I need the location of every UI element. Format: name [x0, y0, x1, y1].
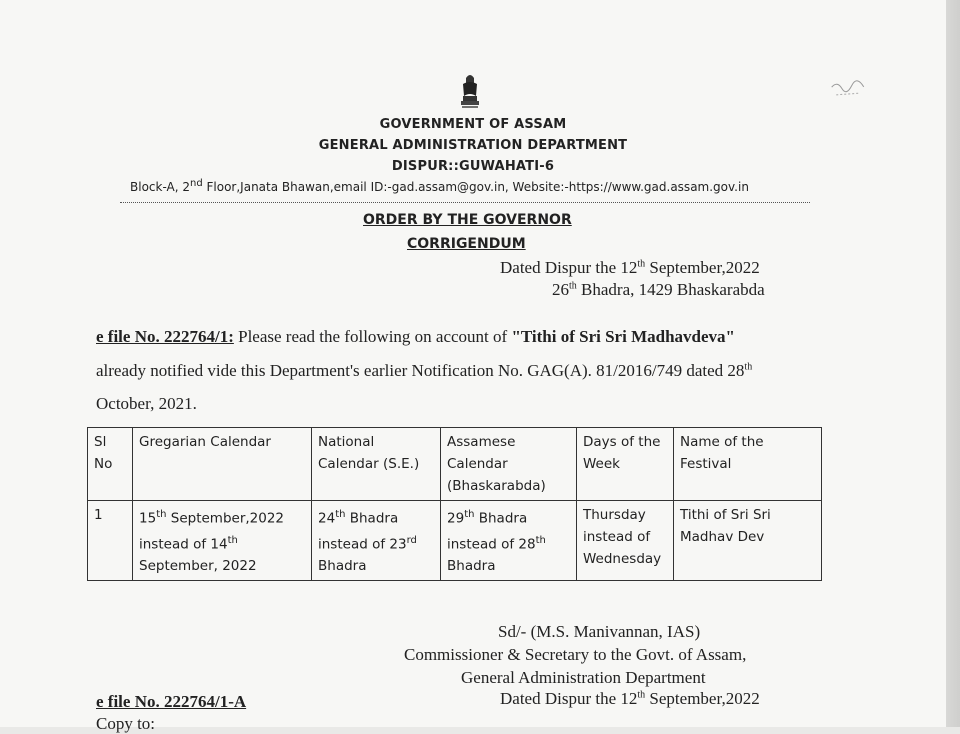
table-row	[88, 501, 822, 581]
signatory-department: General Administration Department	[461, 668, 706, 687]
page-edge	[946, 0, 960, 727]
dated-line: Dated Dispur the 12th September,2022	[500, 258, 760, 277]
signatory-title: Commissioner & Secretary to the Govt. of Assam,	[404, 645, 747, 664]
signature-date: Dated Dispur the 12th September,2022	[500, 689, 760, 708]
cell-assamese: 29th Bhadra instead of 28th Bhadra	[441, 501, 577, 581]
body-line-1: e file No. 222764/1: Please read the following on account of "Tithi of Sri Sri Madhavdeva"	[96, 327, 735, 346]
file-reference: e file No. 222764/1:	[96, 327, 234, 346]
header-assamese: Assamese Calendar (Bhaskarabda)	[441, 428, 577, 501]
header-festival: Name of the Festival	[674, 428, 822, 501]
cell-national: 24th Bhadra instead of 23rd Bhadra	[312, 501, 441, 581]
festival-table	[87, 427, 822, 581]
department-name: GENERAL ADMINISTRATION DEPARTMENT	[318, 138, 628, 153]
signature-stamp-icon	[829, 77, 867, 105]
header-national: National Calendar (S.E.)	[312, 428, 441, 501]
cell-sl: 1	[88, 501, 133, 581]
body-line-2: already notified vide this Department's earlier Notification No. GAG(A). 81/2016/749 dated 28th	[96, 361, 753, 380]
corrigendum-title: CORRIGENDUM	[407, 236, 526, 252]
body-line-3: October, 2021.	[96, 394, 197, 413]
bhadra-date-line: 26th Bhadra, 1429 Bhaskarabda	[552, 280, 765, 299]
header-divider	[120, 202, 810, 203]
header-gregarian: Gregarian Calendar	[133, 428, 312, 501]
order-title: ORDER BY THE GOVERNOR	[363, 212, 572, 228]
org-name: GOVERNMENT OF ASSAM	[379, 117, 567, 132]
header-sl-no: Sl No	[88, 428, 133, 501]
address-line: Block-A, 2nd Floor,Janata Bhawan,email ID:-gad.assam@gov.in, Website:-https://www.gad.assam.gov.in	[130, 178, 749, 194]
copy-to-label: Copy to:	[96, 714, 156, 733]
cell-festival: Tithi of Sri Sri Madhav Dev	[674, 501, 822, 581]
footer-file-reference: e file No. 222764/1-A	[96, 692, 247, 711]
national-emblem-icon	[455, 72, 485, 112]
cell-gregarian: 15th September,2022 instead of 14th September, 2022	[133, 501, 312, 581]
header-days: Days of the Week	[577, 428, 674, 501]
signatory-name: Sd/- (M.S. Manivannan, IAS)	[498, 622, 701, 641]
cell-days: Thursday instead of Wednesday	[577, 501, 674, 581]
place-name: DISPUR::GUWAHATI-6	[391, 159, 555, 174]
table-header-row	[88, 428, 822, 501]
